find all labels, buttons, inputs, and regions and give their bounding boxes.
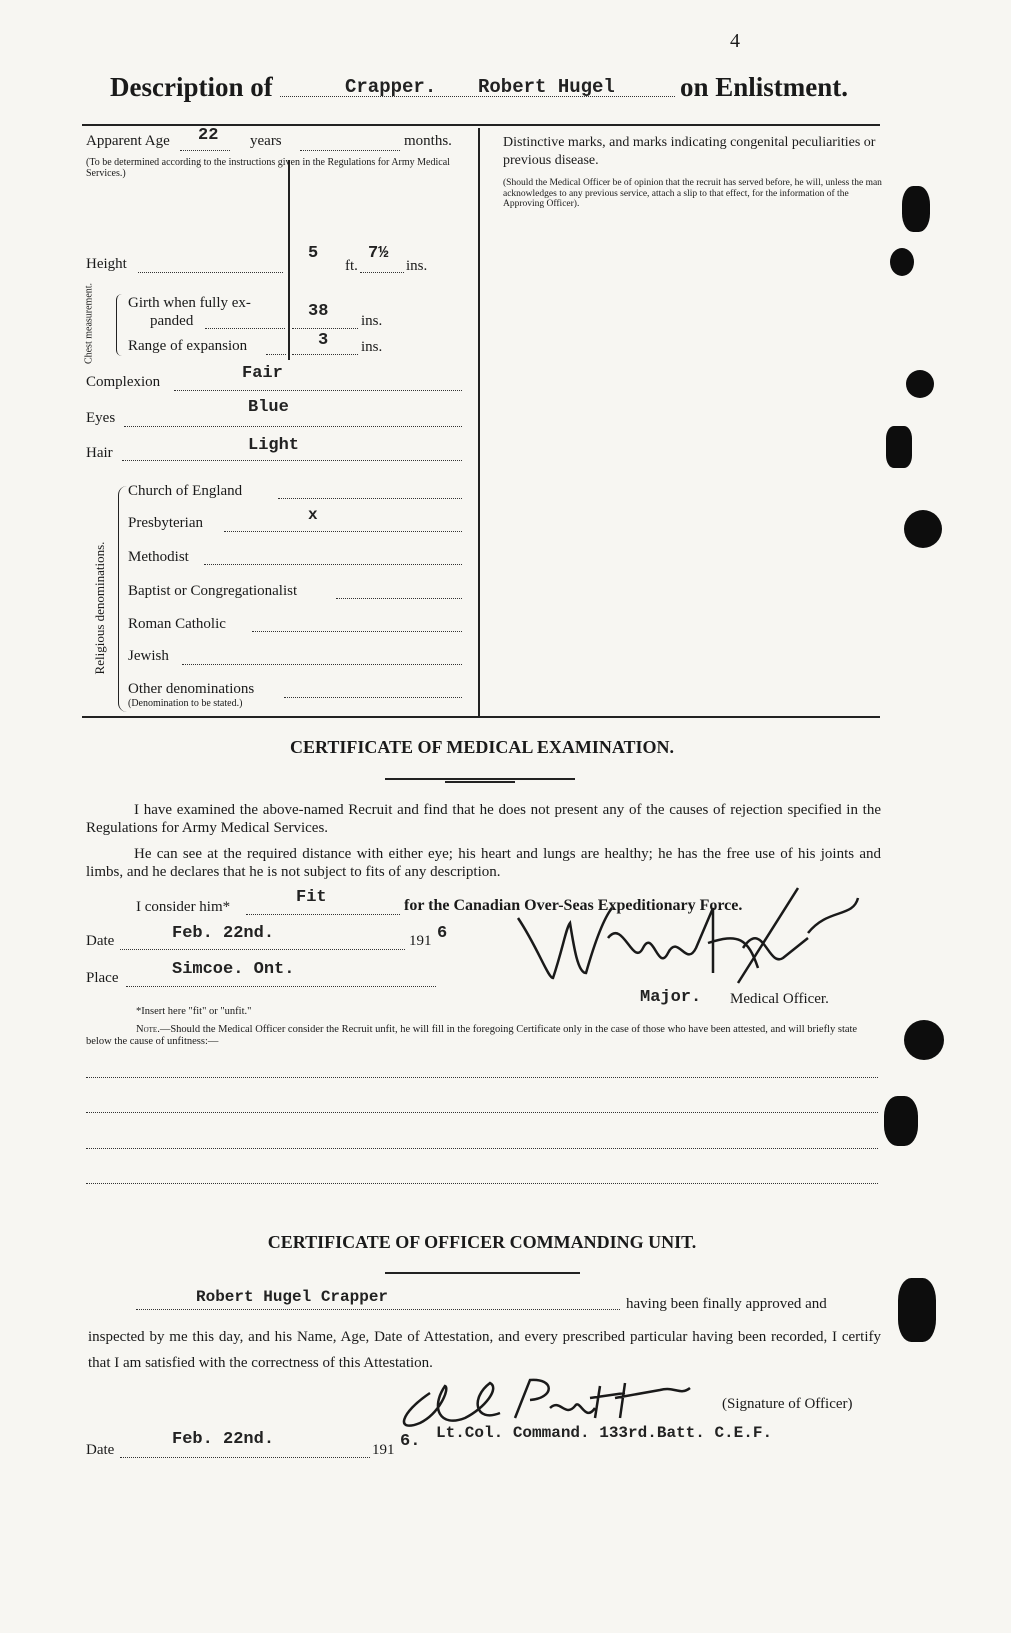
range-value: 3 bbox=[318, 331, 329, 350]
binder-hole-2 bbox=[890, 248, 914, 276]
note-label: Note. bbox=[136, 1024, 160, 1035]
height-in-value: 7½ bbox=[368, 244, 389, 263]
age-value: 22 bbox=[198, 126, 219, 145]
signature-of-officer-label: (Signature of Officer) bbox=[722, 1396, 853, 1412]
medical-officer-rank: Major. bbox=[640, 988, 702, 1007]
force-label: for the Canadian Over-Seas Expeditionary Force. bbox=[404, 897, 743, 914]
medical-note bbox=[86, 1024, 881, 1048]
corner-mark: 4 bbox=[730, 30, 740, 52]
complexion-label: Complexion bbox=[86, 374, 161, 390]
marks-note: (Should the Medical Officer be of opinion that the recruit has served before, he will, unless the man acknowledges to any previous service, attach a slip to that effect, for the information of the Approving Officer). bbox=[503, 178, 882, 209]
medical-date-value: Feb. 22nd. bbox=[172, 924, 275, 943]
commanding-date-label: Date bbox=[86, 1442, 115, 1458]
title-prefix: Description of bbox=[110, 72, 273, 102]
insert-note: *Insert here "fit" or "unfit." bbox=[136, 1006, 252, 1017]
marks-heading-text: Distinctive marks, and marks indicating congenital peculiarities or previous disease. bbox=[503, 135, 876, 168]
girth-ins-label: ins. bbox=[361, 313, 383, 329]
months-label: months. bbox=[404, 133, 452, 149]
religion-methodist: Methodist bbox=[128, 549, 189, 565]
medical-officer-label: Medical Officer. bbox=[730, 991, 829, 1007]
commanding-date-value: Feb. 22nd. bbox=[172, 1430, 275, 1449]
religion-presbyterian: Presbyterian bbox=[128, 515, 203, 531]
eyes-value: Blue bbox=[248, 398, 289, 417]
recruit-name: Robert Hugel Crapper bbox=[196, 1288, 389, 1306]
religion-jewish: Jewish bbox=[128, 648, 169, 664]
height-label: Height bbox=[86, 256, 127, 272]
religion-church-of-england: Church of England bbox=[128, 483, 243, 499]
binder-hole-3 bbox=[906, 370, 934, 398]
religion-roman-catholic: Roman Catholic bbox=[128, 616, 226, 632]
commanding-year-prefix: 191 bbox=[372, 1442, 395, 1458]
range-ins-label: ins. bbox=[361, 339, 383, 355]
range-label: Range of expansion bbox=[128, 338, 248, 354]
religion-label: Religious denominations. bbox=[92, 541, 107, 675]
title-suffix: on Enlistment. bbox=[680, 72, 849, 102]
presbyterian-mark: x bbox=[308, 506, 318, 524]
height-ft-value: 5 bbox=[308, 244, 319, 263]
ft-label: ft. bbox=[345, 258, 358, 274]
hair-value: Light bbox=[248, 436, 300, 455]
girth-value: 38 bbox=[308, 302, 329, 321]
girth-label bbox=[128, 294, 251, 330]
commanding-year-suffix: 6. bbox=[400, 1432, 421, 1451]
medical-date-label: Date bbox=[86, 933, 115, 949]
binder-hole-5 bbox=[904, 510, 942, 548]
commanding-officer-title: Lt.Col. Command. 133rd.Batt. C.E.F. bbox=[436, 1424, 773, 1442]
binder-hole-1 bbox=[902, 186, 930, 232]
medical-title: CERTIFICATE OF MEDICAL EXAMINATION. bbox=[289, 737, 675, 757]
consider-label: I consider him* bbox=[136, 899, 231, 915]
note-text: —Should the Medical Officer consider the Recruit unfit, he will fill in the foregoing Certificate only in the case of those who have been attested, and will briefly state below the cause of unfitness:— bbox=[86, 1024, 858, 1047]
approved-label: having been finally approved and bbox=[626, 1296, 827, 1312]
medical-para-1: I have examined the above-named Recruit and find that he does not present any of the causes of rejection specified in the Regulations for Army Medical Services. bbox=[86, 802, 881, 836]
religion-other: Other denominations bbox=[128, 681, 255, 697]
complexion-value: Fair bbox=[242, 364, 283, 383]
religion-other-note: (Denomination to be stated.) bbox=[128, 698, 243, 709]
eyes-label: Eyes bbox=[86, 410, 116, 426]
surname-value: Crapper. bbox=[345, 76, 437, 98]
age-note: (To be determined according to the instructions given in the Regulations for Army Medical Services.) bbox=[86, 157, 450, 179]
medical-place-value: Simcoe. Ont. bbox=[172, 960, 295, 979]
commanding-title: CERTIFICATE OF OFFICER COMMANDING UNIT. bbox=[267, 1232, 697, 1252]
medical-place-label: Place bbox=[86, 970, 119, 986]
binder-hole-7 bbox=[884, 1096, 918, 1146]
medical-officer-signature bbox=[508, 878, 868, 988]
consider-value: Fit bbox=[296, 888, 327, 907]
girth-label-2: panded bbox=[150, 313, 194, 329]
age-label: Apparent Age bbox=[86, 133, 170, 149]
commanding-para: inspected by me this day, and his Name, Age, Date of Attestation, and every prescribed particular having been recorded, I certify that I am satisfied with the correctness of this Attestation. bbox=[88, 1329, 881, 1371]
chest-label: Chest measurement. bbox=[83, 282, 95, 365]
given-names-value: Robert Hugel bbox=[478, 76, 615, 98]
binder-hole-6 bbox=[904, 1020, 944, 1060]
binder-hole-4 bbox=[886, 426, 912, 468]
religion-baptist: Baptist or Congregationalist bbox=[128, 583, 298, 599]
medical-year-suffix: 6 bbox=[437, 924, 448, 943]
medical-para-2: He can see at the required distance with either eye; his heart and lungs are healthy; he has the free use of his joints and limbs, and he declares that he is not subject to fits of any description. bbox=[86, 846, 881, 880]
medical-year-prefix: 191 bbox=[409, 933, 432, 949]
girth-label-1: Girth when fully ex- bbox=[128, 295, 251, 311]
years-label: years bbox=[250, 133, 282, 149]
hair-label: Hair bbox=[86, 445, 113, 461]
binder-hole-8 bbox=[898, 1278, 936, 1342]
ins-label: ins. bbox=[406, 258, 428, 274]
